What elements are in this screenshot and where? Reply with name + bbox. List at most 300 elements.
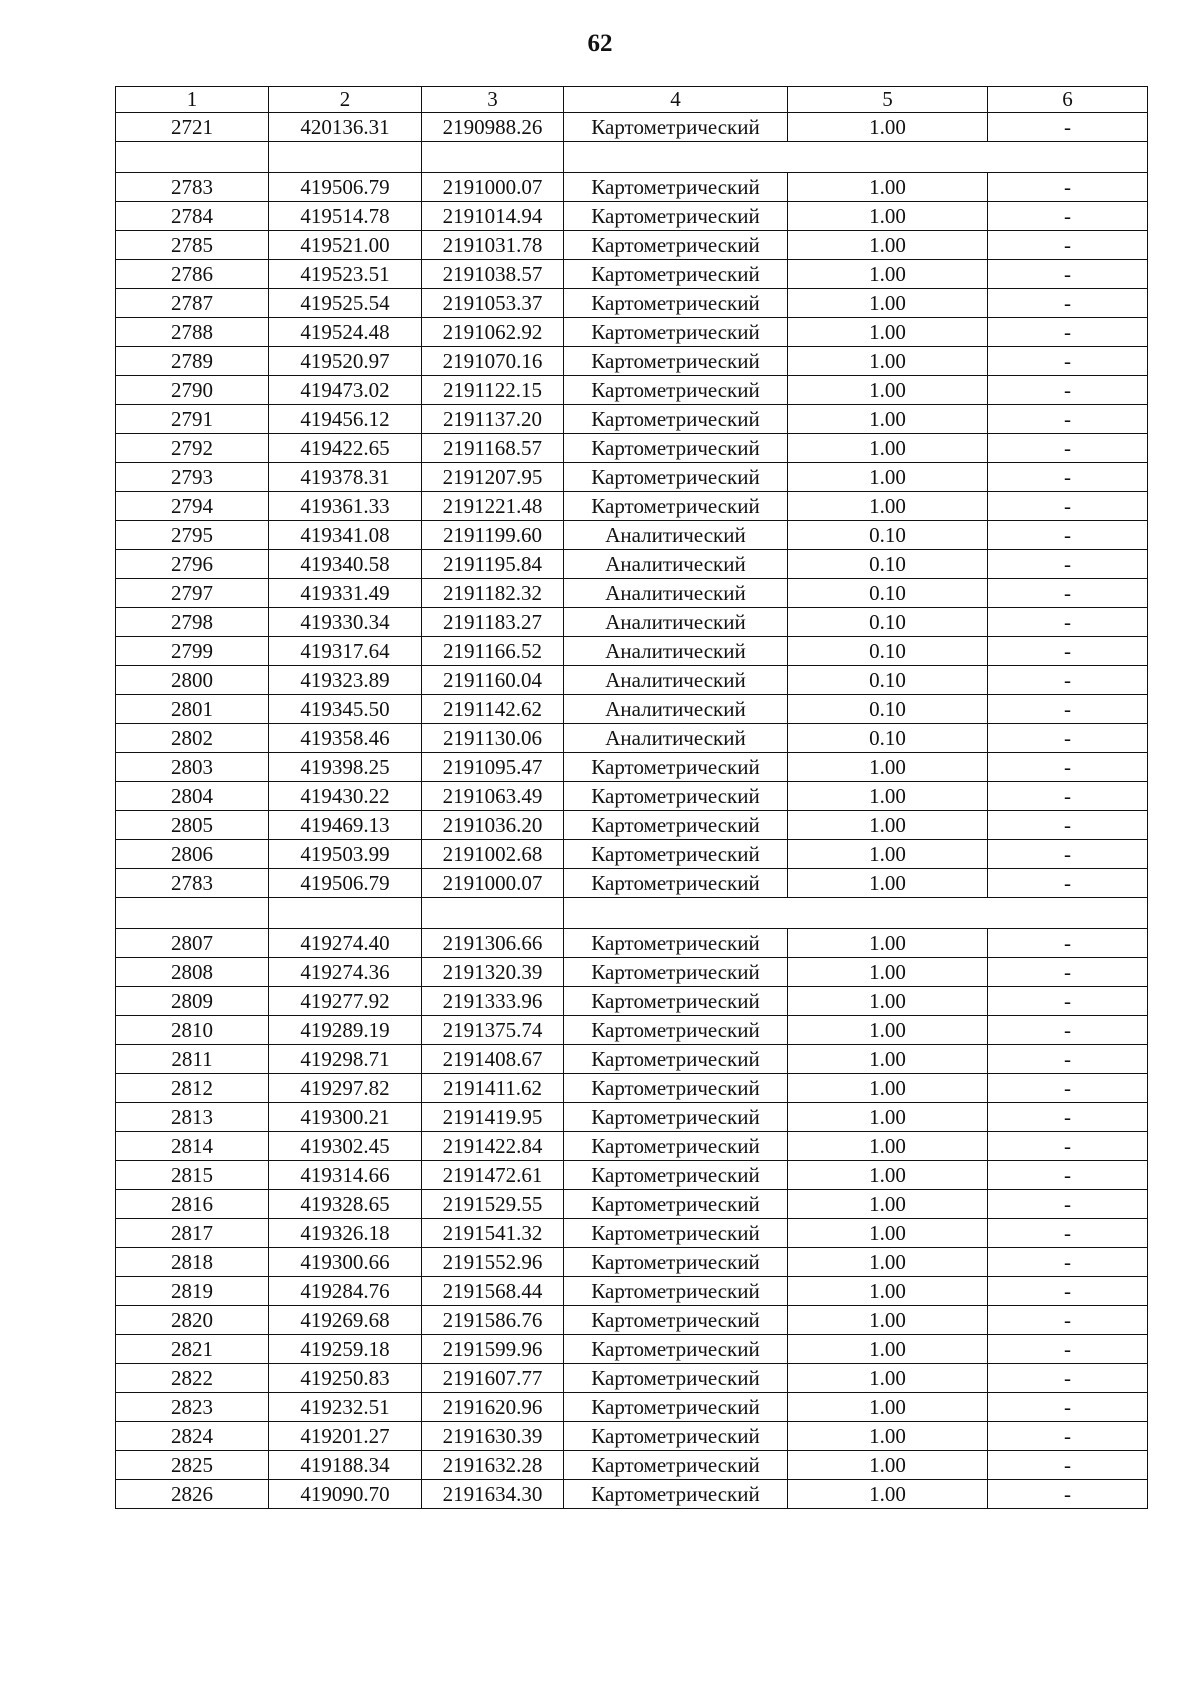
accuracy-cell: 0.10 (788, 579, 988, 608)
description-cell: - (988, 347, 1148, 376)
method-cell: Картометрический (564, 1161, 788, 1190)
table-row (116, 724, 1148, 753)
method-cell: Картометрический (564, 231, 788, 260)
accuracy-cell: 1.00 (788, 318, 988, 347)
column-header: 4 (564, 87, 788, 113)
point-number-cell: 2817 (116, 1219, 269, 1248)
coord-x-cell: 419331.49 (269, 579, 422, 608)
description-cell: - (988, 405, 1148, 434)
description-cell: - (988, 376, 1148, 405)
description-cell: - (988, 289, 1148, 318)
page-number: 62 (587, 30, 613, 57)
table-row (116, 434, 1148, 463)
coord-x-cell: 419456.12 (269, 405, 422, 434)
coord-x-cell: 419430.22 (269, 782, 422, 811)
accuracy-cell: 1.00 (788, 231, 988, 260)
coord-y-cell: 2191422.84 (422, 1132, 564, 1161)
description-cell: - (988, 724, 1148, 753)
coord-y-cell: 2191031.78 (422, 231, 564, 260)
point-number-cell: 2800 (116, 666, 269, 695)
accuracy-cell: 1.00 (788, 929, 988, 958)
header-row (116, 87, 1148, 113)
empty-cell (422, 142, 564, 173)
method-cell: Аналитический (564, 579, 788, 608)
method-cell: Картометрический (564, 1132, 788, 1161)
coord-x-cell: 419274.40 (269, 929, 422, 958)
table-row (116, 1219, 1148, 1248)
description-cell: - (988, 1103, 1148, 1132)
method-cell: Картометрический (564, 376, 788, 405)
description-cell: - (988, 1306, 1148, 1335)
coord-y-cell: 2191552.96 (422, 1248, 564, 1277)
coord-y-cell: 2191568.44 (422, 1277, 564, 1306)
coord-x-cell: 419469.13 (269, 811, 422, 840)
table-row (116, 1190, 1148, 1219)
point-number-cell: 2825 (116, 1451, 269, 1480)
description-cell: - (988, 1335, 1148, 1364)
method-cell: Картометрический (564, 869, 788, 898)
coord-y-cell: 2191586.76 (422, 1306, 564, 1335)
coord-x-cell: 419302.45 (269, 1132, 422, 1161)
coord-x-cell: 419345.50 (269, 695, 422, 724)
accuracy-cell: 1.00 (788, 434, 988, 463)
point-number-cell: 2785 (116, 231, 269, 260)
accuracy-cell: 1.00 (788, 1132, 988, 1161)
description-cell: - (988, 840, 1148, 869)
coord-x-cell: 419473.02 (269, 376, 422, 405)
coord-y-cell: 2191130.06 (422, 724, 564, 753)
description-cell: - (988, 521, 1148, 550)
description-cell: - (988, 666, 1148, 695)
table-row (116, 1451, 1148, 1480)
coord-y-cell: 2191002.68 (422, 840, 564, 869)
method-cell: Картометрический (564, 260, 788, 289)
point-number-cell: 2820 (116, 1306, 269, 1335)
point-number-cell: 2721 (116, 113, 269, 142)
method-cell: Картометрический (564, 782, 788, 811)
table-row (116, 347, 1148, 376)
method-cell: Картометрический (564, 1219, 788, 1248)
accuracy-cell: 1.00 (788, 1480, 988, 1509)
coord-x-cell: 419506.79 (269, 173, 422, 202)
separator-row (116, 142, 1148, 173)
point-number-cell: 2795 (116, 521, 269, 550)
method-cell: Картометрический (564, 1422, 788, 1451)
method-cell: Картометрический (564, 1045, 788, 1074)
method-cell: Аналитический (564, 521, 788, 550)
coord-y-cell: 2191472.61 (422, 1161, 564, 1190)
coord-y-cell: 2191053.37 (422, 289, 564, 318)
point-number-cell: 2803 (116, 753, 269, 782)
table-row (116, 666, 1148, 695)
method-cell: Картометрический (564, 1306, 788, 1335)
coord-y-cell: 2191408.67 (422, 1045, 564, 1074)
table-row (116, 958, 1148, 987)
description-cell: - (988, 1045, 1148, 1074)
accuracy-cell: 1.00 (788, 492, 988, 521)
description-cell: - (988, 869, 1148, 898)
accuracy-cell: 1.00 (788, 347, 988, 376)
table-row (116, 608, 1148, 637)
description-cell: - (988, 260, 1148, 289)
method-cell: Картометрический (564, 840, 788, 869)
accuracy-cell: 1.00 (788, 811, 988, 840)
description-cell: - (988, 1190, 1148, 1219)
coord-x-cell: 419289.19 (269, 1016, 422, 1045)
coord-x-cell: 419250.83 (269, 1364, 422, 1393)
point-number-cell: 2799 (116, 637, 269, 666)
point-number-cell: 2789 (116, 347, 269, 376)
method-cell: Картометрический (564, 1451, 788, 1480)
method-cell: Картометрический (564, 811, 788, 840)
table-row (116, 173, 1148, 202)
table-row (116, 811, 1148, 840)
method-cell: Картометрический (564, 113, 788, 142)
table-row (116, 318, 1148, 347)
coord-y-cell: 2191183.27 (422, 608, 564, 637)
table-row (116, 113, 1148, 142)
coord-y-cell: 2191062.92 (422, 318, 564, 347)
point-number-cell: 2783 (116, 869, 269, 898)
point-number-cell: 2802 (116, 724, 269, 753)
coord-x-cell: 419506.79 (269, 869, 422, 898)
point-number-cell: 2787 (116, 289, 269, 318)
accuracy-cell: 1.00 (788, 1306, 988, 1335)
coord-y-cell: 2191142.62 (422, 695, 564, 724)
table-row (116, 579, 1148, 608)
coord-y-cell: 2191419.95 (422, 1103, 564, 1132)
method-cell: Картометрический (564, 347, 788, 376)
separator-row (116, 898, 1148, 929)
accuracy-cell: 1.00 (788, 1335, 988, 1364)
coord-y-cell: 2191529.55 (422, 1190, 564, 1219)
coord-x-cell: 419277.92 (269, 987, 422, 1016)
method-cell: Картометрический (564, 1190, 788, 1219)
coord-x-cell: 419188.34 (269, 1451, 422, 1480)
accuracy-cell: 0.10 (788, 550, 988, 579)
coord-x-cell: 419269.68 (269, 1306, 422, 1335)
accuracy-cell: 1.00 (788, 1364, 988, 1393)
method-cell: Картометрический (564, 958, 788, 987)
coord-y-cell: 2191541.32 (422, 1219, 564, 1248)
coord-x-cell: 419090.70 (269, 1480, 422, 1509)
coord-y-cell: 2191195.84 (422, 550, 564, 579)
point-number-cell: 2804 (116, 782, 269, 811)
table-row (116, 1480, 1148, 1509)
method-cell: Картометрический (564, 1277, 788, 1306)
description-cell: - (988, 173, 1148, 202)
point-number-cell: 2814 (116, 1132, 269, 1161)
point-number-cell: 2823 (116, 1393, 269, 1422)
accuracy-cell: 1.00 (788, 1161, 988, 1190)
point-number-cell: 2815 (116, 1161, 269, 1190)
method-cell: Картометрический (564, 1016, 788, 1045)
description-cell: - (988, 811, 1148, 840)
description-cell: - (988, 434, 1148, 463)
accuracy-cell: 1.00 (788, 1422, 988, 1451)
coord-y-cell: 2191207.95 (422, 463, 564, 492)
description-cell: - (988, 1132, 1148, 1161)
description-cell: - (988, 463, 1148, 492)
method-cell: Картометрический (564, 289, 788, 318)
method-cell: Картометрический (564, 405, 788, 434)
coord-y-cell: 2191306.66 (422, 929, 564, 958)
accuracy-cell: 1.00 (788, 1451, 988, 1480)
accuracy-cell: 1.00 (788, 376, 988, 405)
description-cell: - (988, 929, 1148, 958)
method-cell: Картометрический (564, 753, 788, 782)
method-cell: Картометрический (564, 1103, 788, 1132)
description-cell: - (988, 113, 1148, 142)
table-row (116, 1364, 1148, 1393)
table-row (116, 405, 1148, 434)
accuracy-cell: 1.00 (788, 869, 988, 898)
description-cell: - (988, 1393, 1148, 1422)
table-row (116, 492, 1148, 521)
point-number-cell: 2791 (116, 405, 269, 434)
accuracy-cell: 1.00 (788, 782, 988, 811)
coord-y-cell: 2191333.96 (422, 987, 564, 1016)
coord-x-cell: 419326.18 (269, 1219, 422, 1248)
description-cell: - (988, 550, 1148, 579)
description-cell: - (988, 987, 1148, 1016)
coord-x-cell: 419524.48 (269, 318, 422, 347)
table-row (116, 231, 1148, 260)
coord-x-cell: 419328.65 (269, 1190, 422, 1219)
accuracy-cell: 1.00 (788, 463, 988, 492)
coord-y-cell: 2191000.07 (422, 869, 564, 898)
method-cell: Картометрический (564, 434, 788, 463)
accuracy-cell: 0.10 (788, 637, 988, 666)
coord-y-cell: 2191221.48 (422, 492, 564, 521)
table-row (116, 1074, 1148, 1103)
accuracy-cell: 1.00 (788, 753, 988, 782)
accuracy-cell: 1.00 (788, 1190, 988, 1219)
table-row (116, 1248, 1148, 1277)
empty-cell (564, 898, 1148, 929)
table-row (116, 376, 1148, 405)
coord-y-cell: 2191320.39 (422, 958, 564, 987)
empty-cell (269, 142, 422, 173)
table-row (116, 1103, 1148, 1132)
description-cell: - (988, 782, 1148, 811)
accuracy-cell: 1.00 (788, 1016, 988, 1045)
point-number-cell: 2813 (116, 1103, 269, 1132)
coord-x-cell: 419341.08 (269, 521, 422, 550)
coord-y-cell: 2191620.96 (422, 1393, 564, 1422)
table-row (116, 987, 1148, 1016)
point-number-cell: 2796 (116, 550, 269, 579)
description-cell: - (988, 1422, 1148, 1451)
method-cell: Картометрический (564, 173, 788, 202)
method-cell: Аналитический (564, 637, 788, 666)
point-number-cell: 2806 (116, 840, 269, 869)
coord-x-cell: 419378.31 (269, 463, 422, 492)
empty-cell (422, 898, 564, 929)
description-cell: - (988, 1451, 1148, 1480)
description-cell: - (988, 202, 1148, 231)
accuracy-cell: 1.00 (788, 1219, 988, 1248)
accuracy-cell: 1.00 (788, 987, 988, 1016)
description-cell: - (988, 1161, 1148, 1190)
description-cell: - (988, 1248, 1148, 1277)
method-cell: Аналитический (564, 608, 788, 637)
accuracy-cell: 1.00 (788, 840, 988, 869)
coord-x-cell: 419201.27 (269, 1422, 422, 1451)
method-cell: Картометрический (564, 1480, 788, 1509)
coord-y-cell: 2191632.28 (422, 1451, 564, 1480)
description-cell: - (988, 637, 1148, 666)
point-number-cell: 2798 (116, 608, 269, 637)
method-cell: Картометрический (564, 492, 788, 521)
description-cell: - (988, 231, 1148, 260)
table-row (116, 1335, 1148, 1364)
point-number-cell: 2826 (116, 1480, 269, 1509)
coord-y-cell: 2191070.16 (422, 347, 564, 376)
point-number-cell: 2809 (116, 987, 269, 1016)
description-cell: - (988, 695, 1148, 724)
point-number-cell: 2792 (116, 434, 269, 463)
point-number-cell: 2807 (116, 929, 269, 958)
table-row (116, 202, 1148, 231)
coord-x-cell: 419514.78 (269, 202, 422, 231)
coord-x-cell: 419323.89 (269, 666, 422, 695)
column-header: 5 (788, 87, 988, 113)
accuracy-cell: 0.10 (788, 695, 988, 724)
description-cell: - (988, 753, 1148, 782)
point-number-cell: 2824 (116, 1422, 269, 1451)
description-cell: - (988, 1219, 1148, 1248)
column-header: 1 (116, 87, 269, 113)
table-row (116, 521, 1148, 550)
method-cell: Картометрический (564, 1335, 788, 1364)
coord-y-cell: 2191634.30 (422, 1480, 564, 1509)
description-cell: - (988, 958, 1148, 987)
point-number-cell: 2788 (116, 318, 269, 347)
accuracy-cell: 1.00 (788, 1393, 988, 1422)
point-number-cell: 2810 (116, 1016, 269, 1045)
accuracy-cell: 0.10 (788, 724, 988, 753)
description-cell: - (988, 1016, 1148, 1045)
coord-x-cell: 419298.71 (269, 1045, 422, 1074)
point-number-cell: 2784 (116, 202, 269, 231)
table-row (116, 260, 1148, 289)
coord-y-cell: 2191166.52 (422, 637, 564, 666)
coord-y-cell: 2191160.04 (422, 666, 564, 695)
accuracy-cell: 1.00 (788, 260, 988, 289)
point-number-cell: 2816 (116, 1190, 269, 1219)
coord-x-cell: 419300.21 (269, 1103, 422, 1132)
method-cell: Аналитический (564, 550, 788, 579)
point-number-cell: 2794 (116, 492, 269, 521)
coord-y-cell: 2191630.39 (422, 1422, 564, 1451)
coord-x-cell: 419259.18 (269, 1335, 422, 1364)
coord-y-cell: 2191375.74 (422, 1016, 564, 1045)
point-number-cell: 2805 (116, 811, 269, 840)
table-row (116, 1277, 1148, 1306)
coord-y-cell: 2191036.20 (422, 811, 564, 840)
column-header: 6 (988, 87, 1148, 113)
method-cell: Картометрический (564, 1364, 788, 1393)
coord-x-cell: 419523.51 (269, 260, 422, 289)
method-cell: Аналитический (564, 695, 788, 724)
table-row (116, 840, 1148, 869)
coord-x-cell: 419284.76 (269, 1277, 422, 1306)
table-row (116, 782, 1148, 811)
table-row (116, 637, 1148, 666)
method-cell: Картометрический (564, 463, 788, 492)
coord-y-cell: 2191607.77 (422, 1364, 564, 1393)
coord-x-cell: 419503.99 (269, 840, 422, 869)
description-cell: - (988, 1277, 1148, 1306)
table-row (116, 695, 1148, 724)
empty-cell (116, 142, 269, 173)
accuracy-cell: 0.10 (788, 521, 988, 550)
table-row (116, 753, 1148, 782)
coord-x-cell: 419358.46 (269, 724, 422, 753)
method-cell: Картометрический (564, 1074, 788, 1103)
coord-y-cell: 2191199.60 (422, 521, 564, 550)
description-cell: - (988, 579, 1148, 608)
table-row (116, 869, 1148, 898)
coord-y-cell: 2191038.57 (422, 260, 564, 289)
accuracy-cell: 1.00 (788, 1248, 988, 1277)
method-cell: Картометрический (564, 202, 788, 231)
accuracy-cell: 1.00 (788, 1103, 988, 1132)
coord-x-cell: 419422.65 (269, 434, 422, 463)
coord-y-cell: 2191411.62 (422, 1074, 564, 1103)
accuracy-cell: 1.00 (788, 1074, 988, 1103)
accuracy-cell: 1.00 (788, 958, 988, 987)
coord-x-cell: 419330.34 (269, 608, 422, 637)
coord-y-cell: 2190988.26 (422, 113, 564, 142)
column-header: 3 (422, 87, 564, 113)
table-body (116, 87, 1148, 1509)
point-number-cell: 2822 (116, 1364, 269, 1393)
description-cell: - (988, 1480, 1148, 1509)
table-row (116, 463, 1148, 492)
coord-y-cell: 2191137.20 (422, 405, 564, 434)
point-number-cell: 2811 (116, 1045, 269, 1074)
coord-y-cell: 2191168.57 (422, 434, 564, 463)
description-cell: - (988, 492, 1148, 521)
point-number-cell: 2786 (116, 260, 269, 289)
point-number-cell: 2821 (116, 1335, 269, 1364)
coord-y-cell: 2191095.47 (422, 753, 564, 782)
point-number-cell: 2783 (116, 173, 269, 202)
method-cell: Картометрический (564, 929, 788, 958)
point-number-cell: 2819 (116, 1277, 269, 1306)
coord-x-cell: 419297.82 (269, 1074, 422, 1103)
coord-x-cell: 419300.66 (269, 1248, 422, 1277)
point-number-cell: 2801 (116, 695, 269, 724)
method-cell: Аналитический (564, 666, 788, 695)
coord-x-cell: 420136.31 (269, 113, 422, 142)
point-number-cell: 2808 (116, 958, 269, 987)
table-row (116, 1393, 1148, 1422)
method-cell: Картометрический (564, 1393, 788, 1422)
coord-y-cell: 2191000.07 (422, 173, 564, 202)
accuracy-cell: 1.00 (788, 202, 988, 231)
accuracy-cell: 1.00 (788, 173, 988, 202)
table-row (116, 1422, 1148, 1451)
empty-cell (564, 142, 1148, 173)
table-row (116, 1132, 1148, 1161)
point-number-cell: 2818 (116, 1248, 269, 1277)
point-number-cell: 2793 (116, 463, 269, 492)
point-number-cell: 2812 (116, 1074, 269, 1103)
coord-x-cell: 419314.66 (269, 1161, 422, 1190)
